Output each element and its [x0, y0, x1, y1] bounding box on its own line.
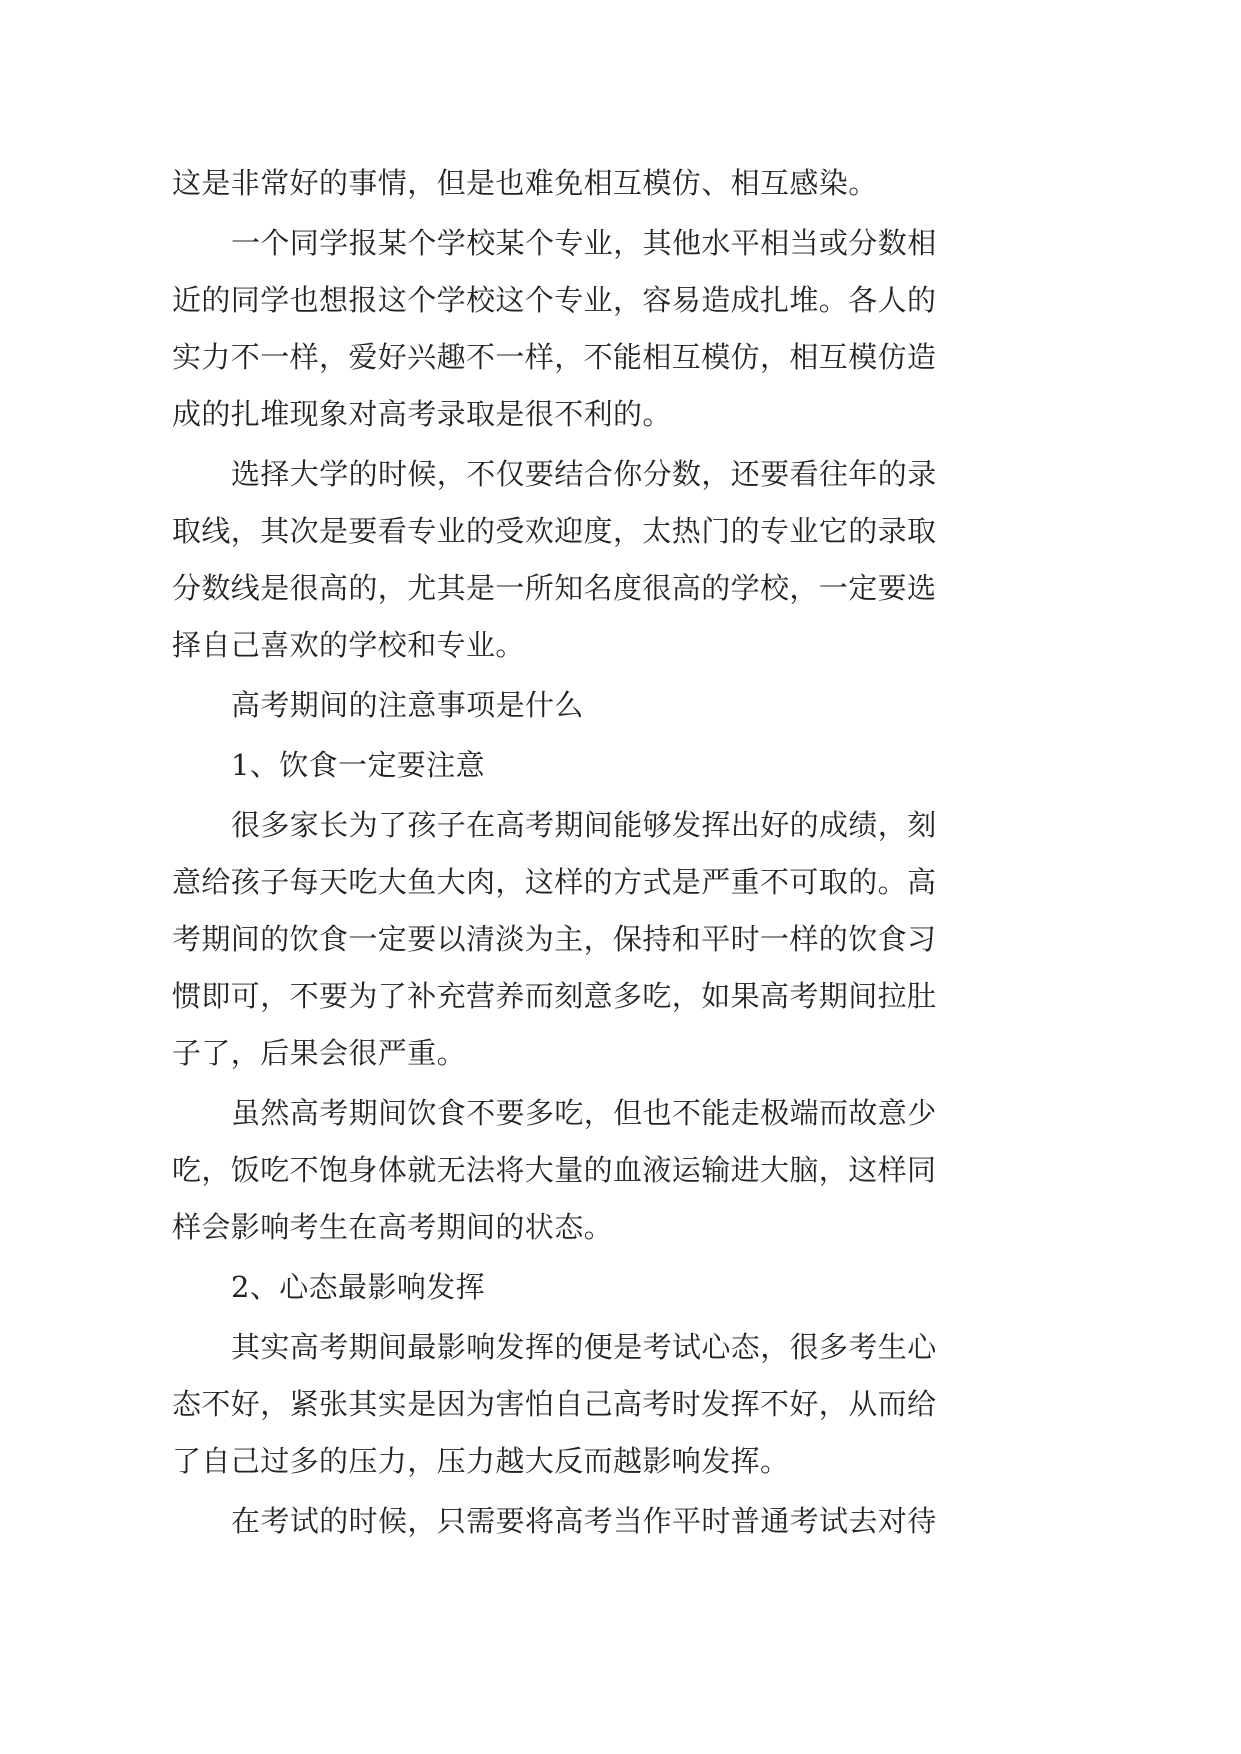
text-line: 近的同学也想报这个学校这个专业，容易造成扎堆。各人的	[172, 283, 937, 317]
text-line: 惯即可，不要为了补充营养而刻意多吃，如果高考期间拉肚	[172, 979, 937, 1013]
text-line: 了自己过多的压力，压力越大反而越影响发挥。	[172, 1444, 790, 1478]
text-line: 选择大学的时候，不仅要结合你分数，还要看往年的录	[231, 457, 937, 491]
text-line: 在考试的时候，只需要将高考当作平时普通考试去对待	[231, 1504, 937, 1538]
text-line: 这是非常好的事情，但是也难免相互模仿、相互感染。	[172, 166, 878, 200]
text-line: 子了，后果会很严重。	[172, 1036, 467, 1070]
document-body	[172, 155, 952, 1550]
text-line: 考期间的饮食一定要以清淡为主，保持和平时一样的饮食习	[172, 922, 937, 956]
text-line: 虽然高考期间饮食不要多吃，但也不能走极端而故意少	[231, 1096, 937, 1130]
paragraph	[172, 797, 952, 1082]
text-line: 一个同学报某个学校某个专业，其他水平相当或分数相	[231, 226, 937, 260]
text-line: 态不好，紧张其实是因为害怕自己高考时发挥不好，从而给	[172, 1387, 937, 1421]
section-heading	[172, 677, 952, 734]
paragraph	[172, 155, 952, 212]
text-line: 样会影响考生在高考期间的状态。	[172, 1210, 614, 1244]
text-line: 分数线是很高的，尤其是一所知名度很高的学校，一定要选	[172, 571, 937, 605]
subheading-text: 1、饮食一定要注意	[231, 748, 486, 782]
paragraph	[172, 446, 952, 674]
paragraph	[172, 1085, 952, 1256]
paragraph	[172, 1493, 952, 1550]
text-line: 成的扎堆现象对高考录取是很不利的。	[172, 397, 672, 431]
text-line: 意给孩子每天吃大鱼大肉，这样的方式是严重不可取的。高	[172, 865, 937, 899]
paragraph	[172, 215, 952, 443]
text-line: 取线，其次是要看专业的受欢迎度，太热门的专业它的录取	[172, 514, 937, 548]
subheading	[172, 737, 952, 794]
text-line: 其实高考期间最影响发挥的便是考试心态，很多考生心	[231, 1330, 937, 1364]
text-line: 很多家长为了孩子在高考期间能够发挥出好的成绩，刻	[231, 808, 937, 842]
subheading	[172, 1259, 952, 1316]
subheading-text: 2、心态最影响发挥	[231, 1270, 486, 1304]
text-line: 择自己喜欢的学校和专业。	[172, 628, 525, 662]
section-heading-text: 高考期间的注意事项是什么	[231, 688, 584, 722]
paragraph	[172, 1319, 952, 1490]
text-line: 吃，饭吃不饱身体就无法将大量的血液运输进大脑，这样同	[172, 1153, 937, 1187]
text-line: 实力不一样，爱好兴趣不一样，不能相互模仿，相互模仿造	[172, 340, 937, 374]
